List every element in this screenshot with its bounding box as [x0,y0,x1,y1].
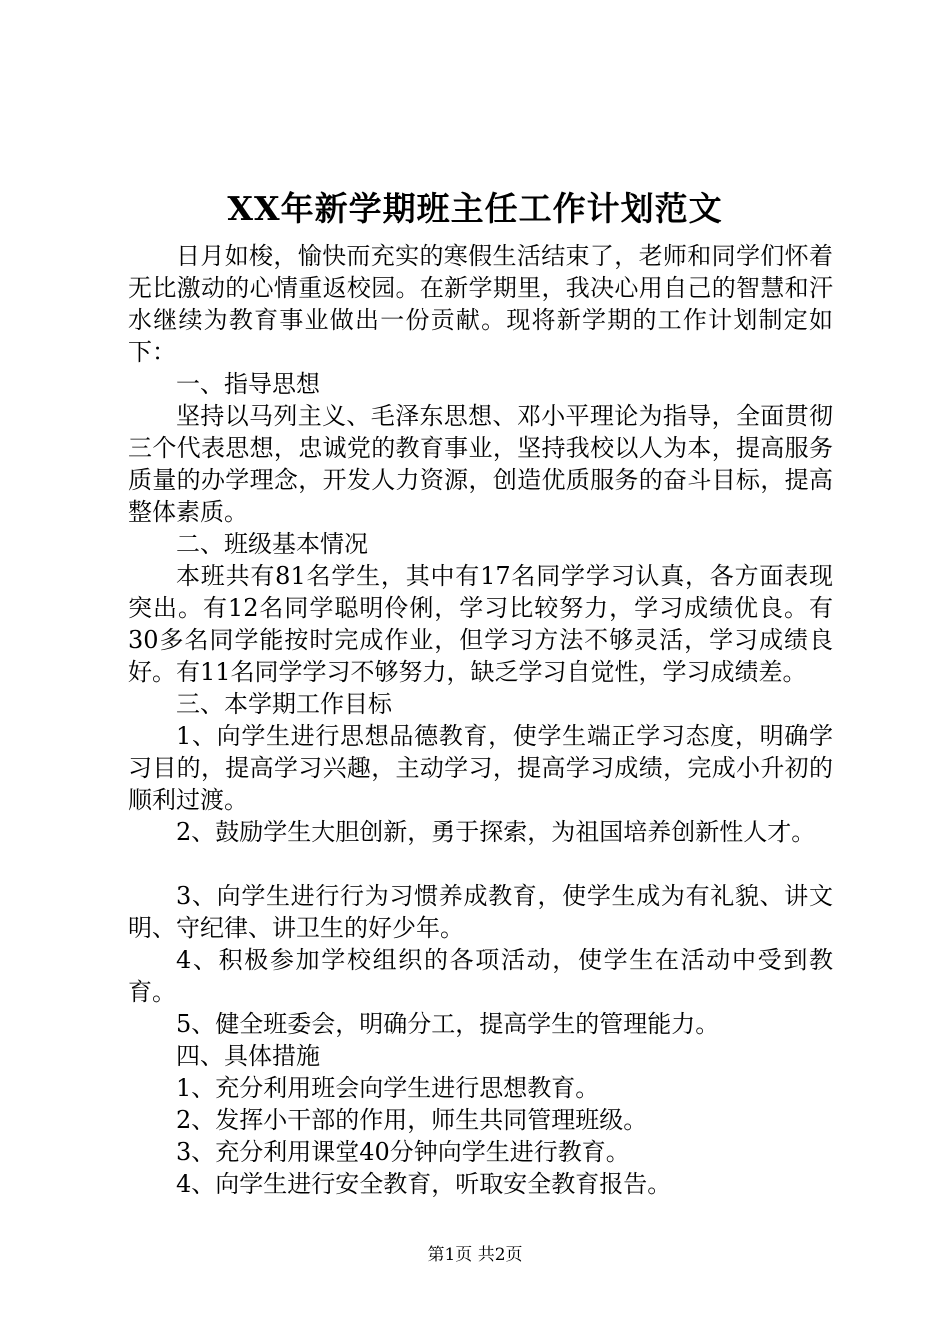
measure-item-4: 4、向学生进行安全教育，听取安全教育报告。 [176,1170,672,1198]
goal-item-4: 4、积极参加学校组织的各项活动，使学生在活动中受到教育。 [128,946,833,1006]
goal-item-3: 3、向学生进行行为习惯养成教育，使学生成为有礼貌、讲文明、守纪律、讲卫生的好少年。 [128,882,833,942]
section-heading-work-goals: 三、本学期工作目标 [176,690,392,718]
paragraph-class-situation: 本班共有81名学生，其中有17名同学学习认真，各方面表现突出。有12名同学聪明伶俐，学习比较努力，学习成绩优良。有30多名同学能按时完成作业，但学习方法不够灵活，学习成绩良好。有11名同学学习不够努力，缺乏学习自觉性，学习成绩差。 [128,562,833,686]
paragraph-guiding-thought: 坚持以马列主义、毛泽东思想、邓小平理论为指导，全面贯彻三个代表思想，忠诚党的教育事业，坚持我校以人为本，提高服务质量的办学理念，开发人力资源，创造优质服务的奋斗目标，提高整体素质。 [128,402,833,526]
section-heading-measures: 四、具体措施 [176,1042,320,1070]
goal-item-5: 5、健全班委会，明确分工，提高学生的管理能力。 [176,1010,720,1038]
measure-item-1: 1、充分利用班会向学生进行思想教育。 [176,1074,600,1102]
paragraph-intro: 日月如梭，愉快而充实的寒假生活结束了，老师和同学们怀着无比激动的心情重返校园。在新学期里，我决心用自己的智慧和汗水继续为教育事业做出一份贡献。现将新学期的工作计划制定如下： [128,242,833,366]
goal-item-1: 1、向学生进行思想品德教育，使学生端正学习态度，明确学习目的，提高学习兴趣，主动学习，提高学习成绩，完成小升初的顺利过渡。 [128,722,833,814]
document-body [128,240,833,1200]
section-heading-class-situation: 二、班级基本情况 [176,530,368,558]
page-footer: 第1页 共2页 [427,1245,523,1265]
goal-item-2: 2、鼓励学生大胆创新，勇于探索，为祖国培养创新性人才。 [176,818,816,846]
measure-item-2: 2、发挥小干部的作用，师生共同管理班级。 [176,1106,648,1134]
document-title: XX年新学期班主任工作计划范文 [227,189,723,228]
measure-item-3: 3、充分利用课堂40分钟向学生进行教育。 [176,1138,630,1166]
section-heading-guiding-thought: 一、指导思想 [176,370,320,398]
